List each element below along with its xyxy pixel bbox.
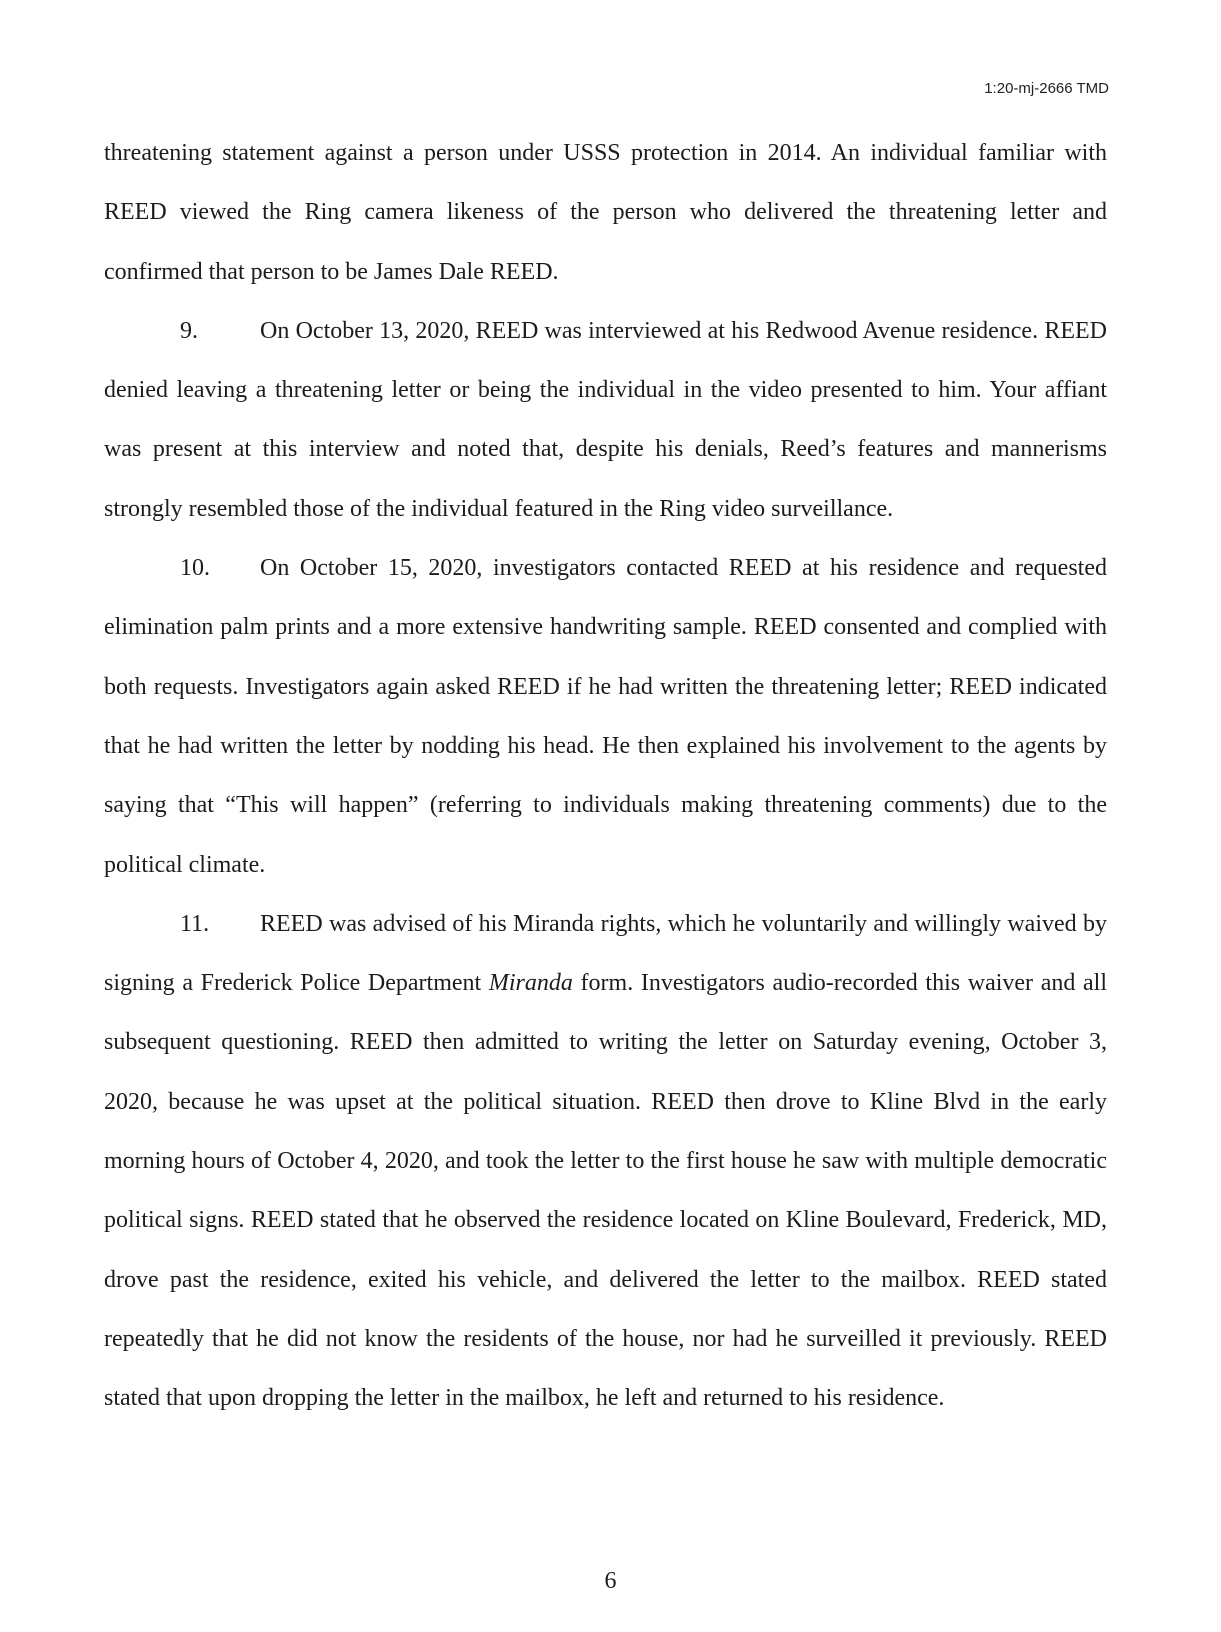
paragraph-text: On October 15, 2020, investigators contacted REED at his residence and requested elimination palm prints and a more extensive handwriting sample. REED consented and complied with both requests. Investigators again asked REED if he had written the threatening letter; REED indicated that he had written the letter by nodding his head. He then explained his involvement to the agents by saying that “This will happen” (referring to individuals making threatening comments) due to the political climate. — [104, 555, 1107, 878]
paragraph-number: 9. — [180, 317, 198, 344]
paragraph-continuation — [104, 124, 1107, 302]
paragraph-text-after: form. Investigators audio-recorded this waiver and all subsequent questioning. REED then admitted to writing the letter on Saturday evening, October 3, 2020, because he was upset at the political situation. REED then drove to Kline Blvd in the early morning hours of October 4, 2020, and took the letter to the first house he saw with multiple democratic political signs. REED stated that he observed the residence located on Kline Boulevard, Frederick, MD, drove past the residence, exited his vehicle, and delivered the letter to the mailbox. REED stated repeatedly that he did not know the residents of the house, nor had he surveilled it previously. REED stated that upon dropping the letter in the mailbox, he left and returned to his residence. — [104, 970, 1107, 1412]
paragraph-number: 10. — [180, 555, 210, 582]
paragraph-9 — [104, 302, 1107, 539]
page-number: 6 — [604, 1568, 617, 1594]
document-body — [104, 124, 1107, 1429]
paragraph-text: threatening statement against a person under USSS protection in 2014. An individual familiar with REED viewed the Ring camera likeness of the person who delivered the threatening letter and confirmed that person to be James Dale REED. — [104, 140, 1107, 285]
paragraph-number: 11. — [180, 910, 210, 937]
paragraph-11 — [104, 895, 1107, 1429]
paragraph-italic-term: Miranda — [488, 970, 573, 997]
paragraph-text-before: REED was advised of his Miranda rights, which he voluntarily and willingly waived by signing a Frederick Police Department — [104, 910, 1107, 997]
case-number: 1:20-mj-2666 TMD — [984, 80, 1109, 97]
paragraph-10 — [104, 539, 1107, 895]
paragraph-text: On October 13, 2020, REED was interviewed at his Redwood Avenue residence. REED denied leaving a threatening letter or being the individual in the video presented to him. Your affiant was present at this interview and noted that, despite his denials, Reed’s features and mannerisms strongly resembled those of the individual featured in the Ring video surveillance. — [104, 317, 1107, 522]
